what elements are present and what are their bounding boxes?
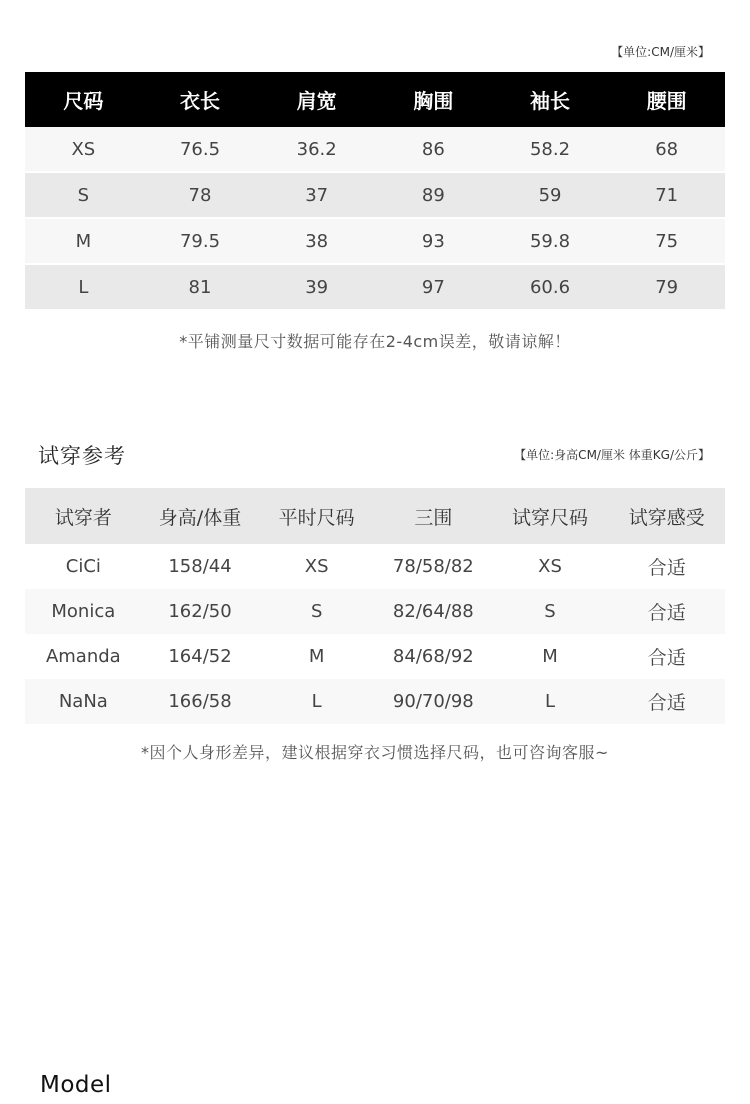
cell-tester: Monica: [51, 601, 116, 622]
cell-size: L: [78, 276, 89, 298]
cell-height-weight: 166/58: [168, 691, 232, 712]
header-waist: 腰围: [646, 89, 687, 113]
size-chart-header: [25, 72, 725, 127]
header-height-weight: 身高/体重: [158, 506, 242, 529]
header-length: 衣长: [180, 89, 220, 113]
cell-sleeve: 58.2: [529, 138, 571, 160]
cell-shoulder: 36.2: [296, 138, 337, 160]
table-row: [25, 634, 725, 679]
try-on-title: 试穿参考: [38, 444, 126, 468]
model-section-title: Model: [40, 1072, 112, 1098]
cell-usual-size: M: [308, 646, 325, 667]
cell-shoulder: 38: [305, 230, 329, 252]
header-tester: 试穿者: [54, 506, 112, 529]
cell-height-weight: 158/44: [168, 556, 232, 577]
measurement-note: *平铺测量尺寸数据可能存在2-4cm误差，敬请谅解！: [179, 332, 571, 351]
cell-size: M: [75, 230, 92, 252]
cell-height-weight: 162/50: [168, 601, 232, 622]
cell-waist: 68: [655, 138, 679, 160]
cell-usual-size: L: [311, 691, 322, 712]
cell-shoulder: 39: [305, 276, 329, 298]
header-sleeve: 袖长: [530, 89, 571, 113]
cell-waist: 79: [655, 276, 679, 298]
cell-measurements: 82/64/88: [392, 601, 474, 622]
size-unit-label: 【单位:CM/厘米】: [611, 45, 710, 59]
cell-tester: Amanda: [45, 646, 121, 667]
cell-feeling: 合适: [647, 692, 686, 714]
cell-try-size: L: [545, 691, 556, 712]
table-row: [25, 679, 725, 724]
try-on-table: [25, 488, 725, 724]
cell-usual-size: XS: [304, 556, 329, 577]
cell-sleeve: 59: [538, 184, 562, 206]
fit-advice-note: *因个人身形差异，建议根据穿衣习惯选择尺码，也可咨询客服~: [141, 743, 609, 762]
header-feeling: 试穿感受: [628, 506, 705, 529]
table-row: [25, 127, 725, 171]
cell-tester: CiCi: [65, 556, 101, 577]
header-measurements: 三围: [414, 506, 453, 529]
cell-tester: NaNa: [58, 691, 108, 712]
cell-measurements: 84/68/92: [392, 646, 474, 667]
header-try-size: 试穿尺码: [512, 506, 589, 529]
header-shoulder: 肩宽: [296, 89, 337, 113]
cell-waist: 75: [655, 230, 679, 252]
table-row: [25, 173, 725, 217]
table-row: [25, 265, 725, 309]
cell-try-size: XS: [538, 556, 562, 577]
cell-try-size: M: [542, 646, 558, 667]
cell-chest: 89: [421, 184, 445, 206]
cell-measurements: 90/70/98: [392, 691, 474, 712]
cell-shoulder: 37: [305, 184, 329, 206]
header-size: 尺码: [63, 89, 104, 113]
cell-feeling: 合适: [647, 602, 686, 624]
table-row: [25, 589, 725, 634]
cell-usual-size: S: [310, 601, 323, 622]
cell-length: 76.5: [179, 138, 221, 160]
try-on-unit-label: 【单位:身高CM/厘米 体重KG/公斤】: [514, 448, 710, 462]
cell-sleeve: 59.8: [529, 230, 571, 252]
cell-size: S: [77, 184, 90, 206]
table-row: [25, 219, 725, 263]
try-on-header: [25, 488, 725, 544]
table-row: [25, 544, 725, 589]
cell-feeling: 合适: [647, 557, 686, 579]
cell-chest: 86: [421, 138, 445, 160]
cell-size: XS: [71, 138, 96, 160]
cell-chest: 93: [421, 230, 445, 252]
cell-height-weight: 164/52: [168, 646, 232, 667]
cell-length: 78: [188, 184, 212, 206]
header-usual-size: 平时尺码: [278, 506, 355, 529]
cell-length: 81: [188, 276, 212, 298]
cell-try-size: S: [544, 601, 556, 622]
cell-sleeve: 60.6: [529, 276, 571, 298]
cell-waist: 71: [655, 184, 679, 206]
cell-measurements: 78/58/82: [392, 556, 474, 577]
cell-feeling: 合适: [647, 647, 686, 669]
header-chest: 胸围: [413, 89, 454, 113]
cell-length: 79.5: [179, 230, 221, 252]
cell-chest: 97: [421, 276, 445, 298]
size-chart-table: [25, 72, 725, 309]
